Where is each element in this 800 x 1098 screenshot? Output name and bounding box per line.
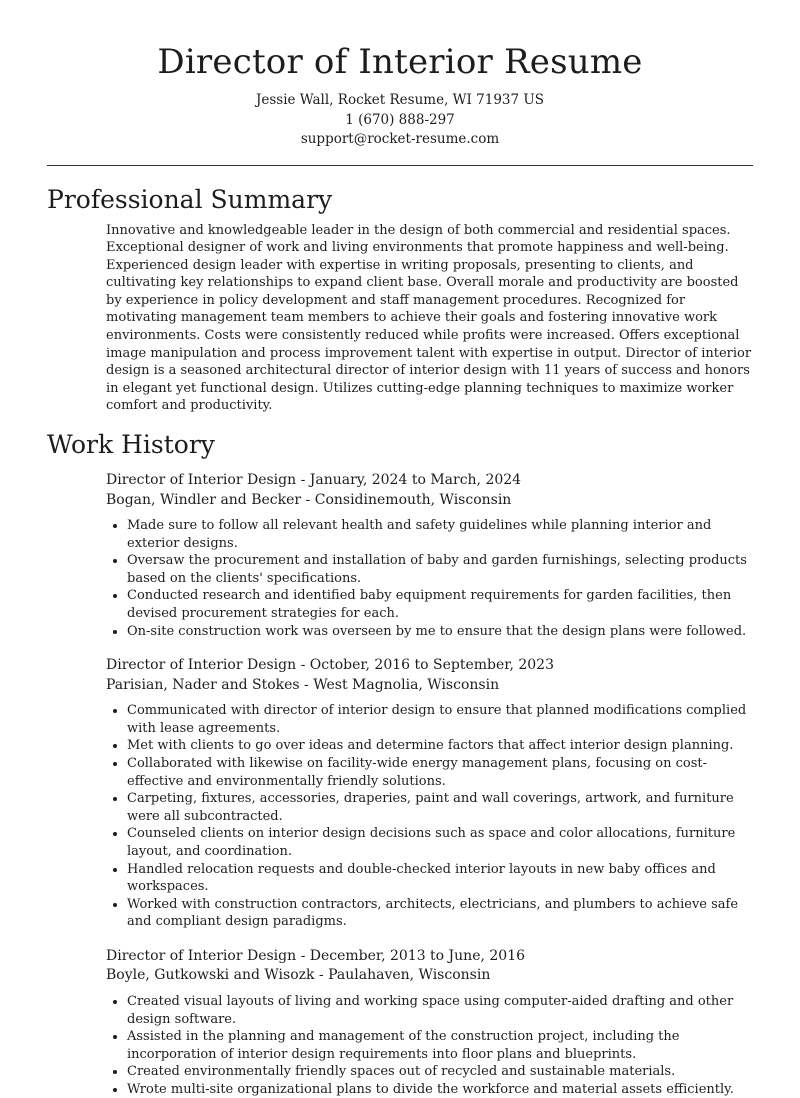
job-title-line: Director of Interior Design - December, 2013 to June, 2016 (106, 947, 526, 964)
job-bullet: • Created environmentally friendly spaces out of recycled and sustainable materials. (127, 1063, 753, 1081)
job-bullets (106, 517, 753, 640)
contact-address: Jessie Wall, Rocket Resume, WI 71937 US (255, 92, 545, 108)
job-bullet: • Conducted research and identified baby equipment requirements for garden facilities, then devised procurement strategies for each. (127, 587, 753, 622)
job-company-line: Boyle, Gutkowski and Wisozk - Paulahaven, Wisconsin (106, 967, 491, 984)
job-bullet: • Met with clients to go over ideas and determine factors that affect interior design planning. (127, 737, 753, 755)
job-bullet: • Assisted in the planning and management of the construction project, including the incorporation of interior design requirements into floor plans and blueprints. (127, 1028, 753, 1063)
job-company-line: Parisian, Nader and Stokes - West Magnolia, Wisconsin (106, 676, 500, 693)
contact-phone: 1 (670) 888-297 (345, 111, 455, 128)
contact-email: support@rocket-resume.com (300, 131, 500, 147)
job-bullet: • Collaborated with likewise on facility-wide energy management plans, focusing on cost-effective and environmentally friendly solutions. (127, 755, 753, 790)
job-bullet: • Counseled clients on interior design decisions such as space and color allocations, furniture layout, and coordination. (127, 825, 753, 860)
job-bullets (106, 993, 753, 1098)
summary-text: Innovative and knowledgeable leader in the design of both commercial and residential spaces. Exceptional designer of work and living environments that promote happiness and well-being. Experienced design leader with expertise in writing proposals, presenting to clients, and cultivating key relationships to expand client base. Overall morale and productivity are boosted by experience in policy development and staff management procedures. Recognized for motivating management team members to achieve their goals and fostering innovative work environments. Costs were consistently reduced while profits were increased. Offers exceptional image manipulation and process improvement talent with expertise in output. Director of interior design is a seasoned architectural director of interior design with 11 years of success and honors in elegant yet functional design. Utilizes cutting-edge planning techniques to maximize worker comfort and productivity. (106, 222, 752, 414)
contact-block (0, 91, 800, 150)
job-bullet: • Worked with construction contractors, architects, electricians, and plumbers to achieve safe and compliant design paradigms. (127, 896, 753, 931)
job-bullet: • On-site construction work was overseen by me to ensure that the design plans were followed. (127, 623, 753, 641)
job-company-line: Bogan, Windler and Becker - Considinemouth, Wisconsin (106, 491, 512, 508)
resume-title: Director of Interior Resume (157, 42, 643, 82)
job-bullet: • Handled relocation requests and double-checked interior layouts in new baby offices and workspaces. (127, 861, 753, 896)
job-bullet: • Carpeting, fixtures, accessories, draperies, paint and wall coverings, artwork, and furniture were all subcontracted. (127, 790, 753, 825)
resume-header (0, 0, 800, 150)
summary-heading: Professional Summary (47, 184, 333, 214)
job-bullet: • Wrote multi-site organizational plans to divide the workforce and material assets efficiently. (127, 1081, 753, 1098)
job-entry (106, 947, 753, 1098)
job-bullets (106, 702, 753, 931)
work-history-heading: Work History (47, 430, 215, 460)
job-title-line: Director of Interior Design - January, 2024 to March, 2024 (106, 472, 522, 489)
job-bullet: • Made sure to follow all relevant health and safety guidelines while planning interior and exterior designs. (127, 517, 753, 552)
job-bullet: • Oversaw the procurement and installation of baby and garden furnishings, selecting products based on the clients' specifications. (127, 552, 753, 587)
job-bullet: • Created visual layouts of living and working space using computer-aided drafting and other design software. (127, 993, 753, 1028)
job-bullet: • Communicated with director of interior design to ensure that planned modifications complied with lease agreements. (127, 702, 753, 737)
job-entry (106, 471, 753, 640)
job-entry (106, 656, 753, 931)
header-divider (47, 165, 753, 166)
job-title-line: Director of Interior Design - October, 2016 to September, 2023 (106, 657, 554, 674)
